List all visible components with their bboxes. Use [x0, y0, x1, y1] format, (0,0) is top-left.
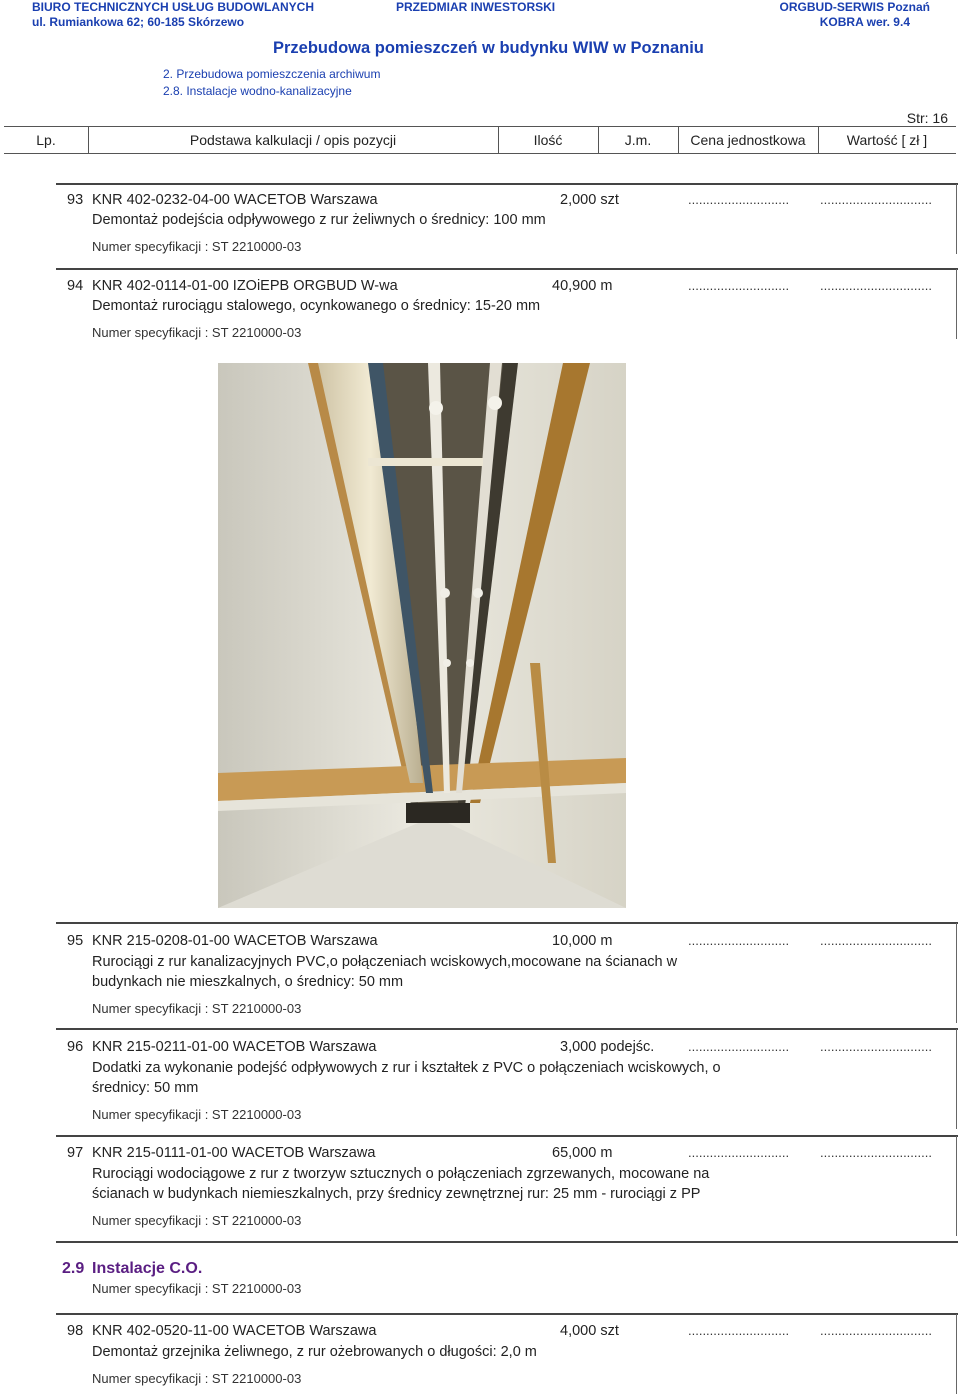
item-spec: Numer specyfikacji : ST 2210000-03 [92, 1213, 302, 1228]
row-right-rule [956, 184, 957, 254]
item-description: Dodatki za wykonanie podejść odpływowych z rur i kształtek z PVC o połączeniach wciskowych, o [92, 1060, 721, 1076]
item-spec: Numer specyfikacji : ST 2210000-03 [92, 239, 302, 254]
item-number: 97 [67, 1145, 84, 1161]
col-lp: Lp. [36, 132, 56, 148]
item-spec: Numer specyfikacji : ST 2210000-03 [92, 1107, 302, 1122]
item-description: Rurociągi z rur kanalizacyjnych PVC,o połączeniach wciskowych,mocowane na ścianach w [92, 954, 678, 970]
item-spec: Numer specyfikacji : ST 2210000-03 [92, 325, 302, 340]
item-code: KNR 402-0232-04-00 WACETOB Warszawa [92, 192, 378, 208]
item-spec: Numer specyfikacji : ST 2210000-03 [92, 1001, 302, 1016]
item-description-cont: ścianach w budynkach niemieszkalnych, przy średnicy zewnętrznej rur: 25 mm - rurociągi z PP [92, 1186, 701, 1202]
item-unit-price: ............................ [688, 1039, 790, 1054]
item-quantity: 3,000 podejśc. [560, 1039, 655, 1055]
item-unit-price: ............................ [688, 1323, 790, 1338]
section-title: 2. Przebudowa pomieszczenia archiwum [163, 67, 381, 81]
item-value: ............................... [820, 1039, 932, 1054]
item-description-cont: średnicy: 50 mm [92, 1080, 199, 1096]
item-code: KNR 402-0520-11-00 WACETOB Warszawa [92, 1323, 377, 1339]
col-unit-price: Cena jednostkowa [690, 132, 806, 148]
row-top-rule [56, 268, 958, 270]
item-number: 93 [67, 192, 84, 208]
pipes-photo [218, 363, 626, 908]
row-right-rule [956, 1136, 957, 1236]
item-unit-price: ............................ [688, 1145, 790, 1160]
item-quantity: 65,000 m [552, 1145, 613, 1161]
item-description: Demontaż podejścia odpływowego z rur żeliwnych o średnicy: 100 mm [92, 212, 546, 228]
row-right-rule [956, 923, 957, 1023]
item-number: 94 [67, 278, 84, 294]
row-top-rule [56, 922, 958, 924]
subsection-title: 2.8. Instalacje wodno-kanalizacyjne [163, 84, 352, 98]
subsection-number: 2.9 [62, 1260, 85, 1277]
item-unit-price: ............................ [688, 192, 790, 207]
col-basis: Podstawa kalkulacji / opis pozycji [189, 132, 397, 148]
item-description: Demontaż grzejnika żeliwnego, z rur ożebrowanych o długości: 2,0 m [92, 1344, 537, 1360]
row-top-rule [56, 1313, 958, 1315]
item-description-cont: budynkach nie mieszkalnych, o średnicy: 50 mm [92, 974, 404, 990]
row-right-rule [956, 1029, 957, 1129]
item-unit-price: ............................ [688, 933, 790, 948]
subsection-top-rule [56, 1241, 958, 1243]
item-value: ............................... [820, 192, 932, 207]
col-unit: J.m. [624, 132, 652, 148]
software-version: KOBRA wer. 9.4 [819, 15, 910, 29]
project-title: Przebudowa pomieszczeń w budynku WIW w Poznaniu [273, 39, 704, 57]
company-name: BIURO TECHNICZNYCH USŁUG BUDOWLANYCH [32, 0, 314, 14]
item-number: 98 [67, 1323, 84, 1339]
item-value: ............................... [820, 933, 932, 948]
item-value: ............................... [820, 1323, 932, 1338]
item-code: KNR 215-0111-01-00 WACETOB Warszawa [92, 1145, 376, 1161]
item-description: Demontaż rurociągu stalowego, ocynkowanego o średnicy: 15-20 mm [92, 298, 541, 314]
row-top-rule [56, 1028, 958, 1030]
row-top-rule [56, 1135, 958, 1137]
item-description: Rurociągi wodociągowe z rur z tworzyw sztucznych o połączeniach zgrzewanych, mocowane na [92, 1166, 710, 1182]
page-number: Str: 16 [906, 110, 948, 126]
item-value: ............................... [820, 278, 932, 293]
software-name: ORGBUD-SERWIS Poznań [779, 0, 930, 14]
item-code: KNR 215-0211-01-00 WACETOB Warszawa [92, 1039, 377, 1055]
item-quantity: 2,000 szt [560, 192, 619, 208]
row-right-rule [956, 1314, 957, 1394]
item-number: 95 [67, 933, 84, 949]
col-qty: Ilość [533, 132, 563, 148]
subsection-heading: Instalacje C.O. [92, 1260, 203, 1277]
col-value: Wartość [ zł ] [846, 132, 928, 148]
item-unit-price: ............................ [688, 278, 790, 293]
item-quantity: 40,900 m [552, 278, 613, 294]
item-number: 96 [67, 1039, 84, 1055]
item-spec: Numer specyfikacji : ST 2210000-03 [92, 1371, 302, 1386]
item-quantity: 10,000 m [552, 933, 613, 949]
item-quantity: 4,000 szt [560, 1323, 619, 1339]
document-type: PRZEDMIAR INWESTORSKI [396, 0, 556, 14]
item-code: KNR 402-0114-01-00 IZOiEPB ORGBUD W-wa [92, 278, 398, 294]
row-top-rule [56, 183, 958, 185]
pipes-photo-illustration [218, 363, 626, 908]
company-address: ul. Rumiankowa 62; 60-185 Skórzewo [32, 15, 245, 29]
item-value: ............................... [820, 1145, 932, 1160]
item-code: KNR 215-0208-01-00 WACETOB Warszawa [92, 933, 378, 949]
subsection-spec: Numer specyfikacji : ST 2210000-03 [92, 1281, 302, 1296]
row-right-rule [956, 269, 957, 339]
